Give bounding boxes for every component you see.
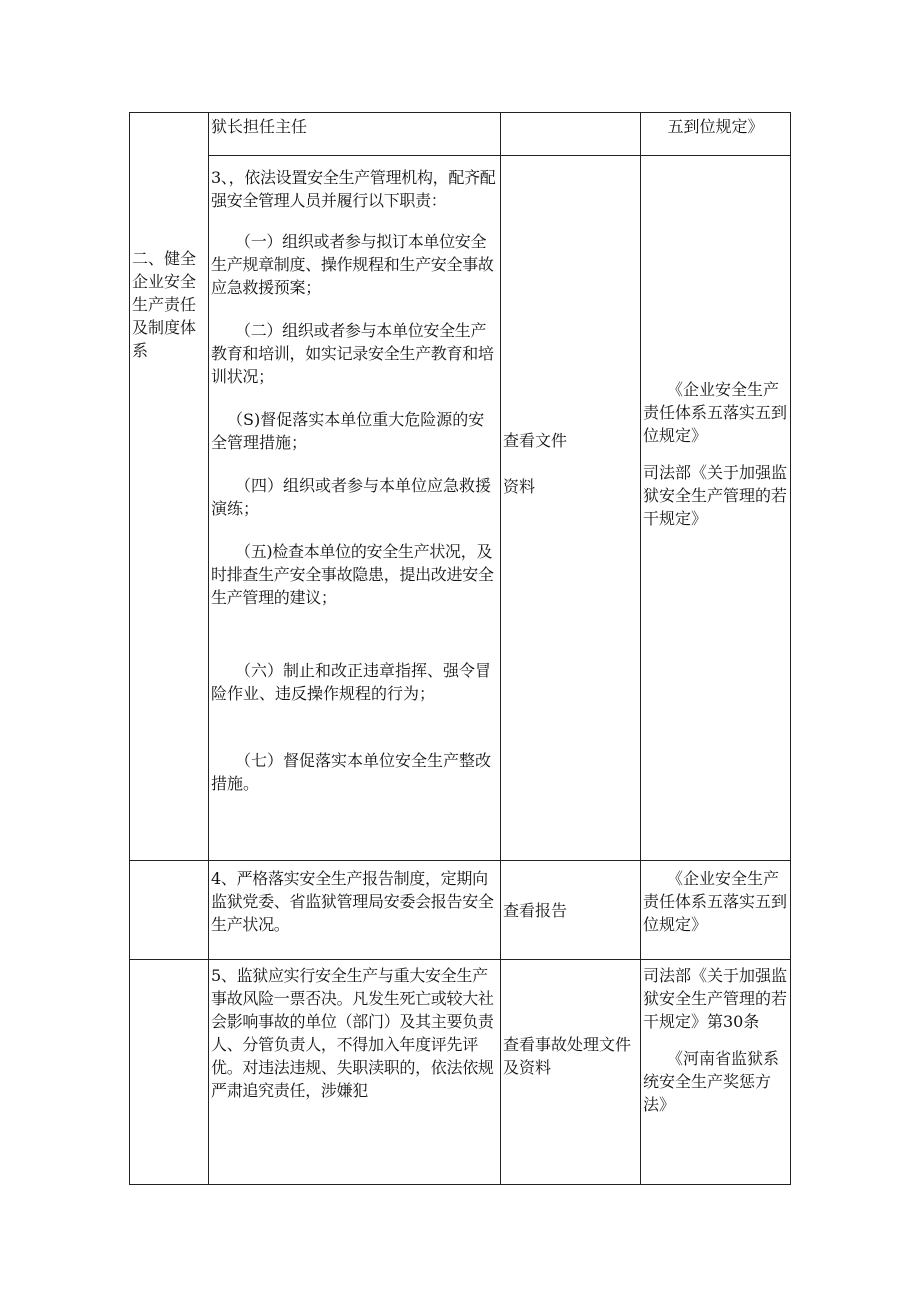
duty-item: （六）制止和改正违章指挥、强令冒险作业、违反操作规程的行为； [211, 661, 492, 703]
method-cell [501, 960, 641, 1185]
row2-method-line: 资料 [503, 477, 536, 496]
row4-basis: 司法部《关于加强监狱安全生产管理的若干规定》第30条 [643, 966, 788, 1031]
row4-basis: 《河南省监狱系统安全生产奖惩方法》 [643, 1049, 780, 1114]
row3-method: 查看报告 [503, 900, 568, 920]
basis-cell [641, 113, 791, 156]
row4-method: 查看事故处理文件及资料 [503, 1035, 632, 1077]
table-row [130, 861, 791, 960]
table-row [130, 113, 791, 156]
responsibility-table [129, 112, 791, 1185]
content-cell [209, 156, 501, 861]
category-cell-empty [130, 960, 209, 1185]
content-cell [209, 861, 501, 960]
duty-item: （S)督促落实本单位重大危险源的安全管理措施； [211, 410, 485, 452]
content-cell [209, 113, 501, 156]
basis-cell [641, 861, 791, 960]
row2-basis: 司法部《关于加强监狱安全生产管理的若干规定》 [643, 463, 788, 528]
duty-item: （二）组织或者参与本单位安全生产教育和培训，如实记录安全生产教育和培训状况； [211, 321, 494, 386]
basis-cell [641, 156, 791, 861]
row3-content: 4、严格落实安全生产报告制度，定期向监狱党委、省监狱管理局安委会报告安全生产状况。 [211, 869, 494, 934]
table-row [130, 960, 791, 1185]
duty-item: （五)检查本单位的安全生产状况，及时排查生产安全事故隐患，提出改进安全生产管理的建议； [211, 542, 494, 607]
category-label: 二、健全企业安全生产责任及制度体系 [132, 249, 197, 360]
row1-content: 狱长担任主任 [211, 117, 308, 136]
row1-basis: 五到位规定》 [667, 117, 764, 136]
basis-cell [641, 960, 791, 1185]
category-cell [130, 113, 209, 861]
duty-item: （七）督促落实本单位安全生产整改措施。 [211, 751, 492, 793]
content-cell [209, 960, 501, 1185]
row2-method-line: 查看文件 [503, 431, 568, 450]
row2-basis: 《企业安全生产责任体系五落实五到位规定》 [643, 380, 788, 445]
row4-content: 5、监狱应实行安全生产与重大安全生产事故风险一票否决。凡发生死亡或较大社会影响事故的单位（部门）及其主要负责人、分管负责人，不得加入年度评先评优。对违法违规、失职渎职的，依法依规严肃追究责任，涉嫌犯 [211, 966, 494, 1100]
category-cell-empty [130, 861, 209, 960]
method-cell [501, 113, 641, 156]
row2-intro: 3、，依法设置安全生产管理机构，配齐配强安全管理人员并履行以下职责： [211, 168, 496, 210]
table-row [130, 156, 791, 861]
duty-item: （四）组织或者参与本单位应急救援演练； [211, 476, 492, 518]
method-cell [501, 861, 641, 960]
row3-basis: 《企业安全生产责任体系五落实五到位规定》 [643, 869, 788, 934]
method-cell [501, 156, 641, 861]
duty-item: （一）组织或者参与拟订本单位安全生产规章制度、操作规程和生产安全事故应急救援预案； [211, 232, 494, 297]
